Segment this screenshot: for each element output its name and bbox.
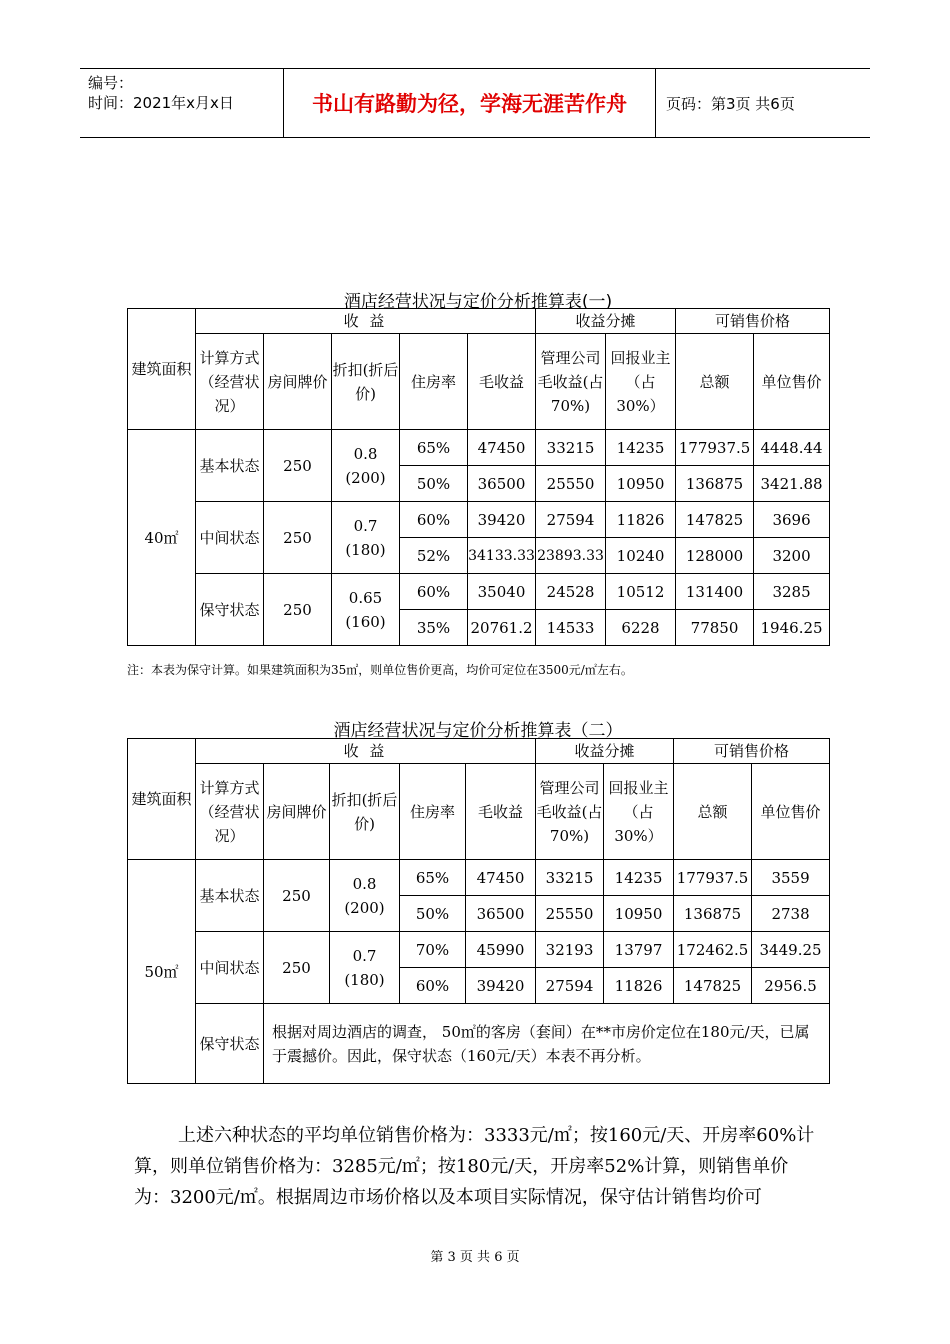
gross: 36500 (466, 896, 536, 932)
discount-rate: 0.65 (348, 588, 383, 607)
col-header-occupancy: 住房率 (400, 764, 466, 860)
total: 147825 (674, 968, 752, 1004)
owner: 11826 (604, 968, 674, 1004)
unit-price: 2738 (752, 896, 830, 932)
col-header-room-price: 房间牌价 (264, 334, 332, 430)
conservative-note: 根据对周边酒店的调查， 50㎡的客房（套间）在**市房价定位在180元/天，已属于震撼价。因此，保守状态（160元/天）本表不再分析。 (264, 1004, 830, 1084)
occupancy: 60% (400, 574, 468, 610)
gross: 20761.2 (468, 610, 536, 646)
owner: 14235 (604, 860, 674, 896)
col-header-method: 计算方式（经营状况） (196, 334, 264, 430)
total: 177937.5 (676, 430, 754, 466)
col-header-discount: 折扣(折后价) (330, 764, 400, 860)
unit-price: 1946.25 (754, 610, 830, 646)
occupancy: 50% (400, 466, 468, 502)
total: 131400 (676, 574, 754, 610)
col-header-discount: 折扣(折后价) (332, 334, 400, 430)
gross: 35040 (468, 574, 536, 610)
mgmt: 33215 (536, 860, 604, 896)
discount-price: (200) (344, 898, 385, 917)
col-header-unit: 单位售价 (754, 334, 830, 430)
owner: 11826 (606, 502, 676, 538)
area-value: 50㎡ (128, 860, 196, 1084)
total: 136875 (676, 466, 754, 502)
table2 (127, 738, 830, 1084)
owner: 13797 (604, 932, 674, 968)
mgmt: 14533 (536, 610, 606, 646)
discount-rate: 0.7 (353, 516, 378, 535)
unit-price: 3421.88 (754, 466, 830, 502)
col-header-area: 建筑面积 (128, 739, 196, 860)
occupancy: 35% (400, 610, 468, 646)
group-header-price: 可销售价格 (674, 739, 830, 764)
group-header-income: 收 益 (196, 739, 536, 764)
serial-label: 编号： (88, 74, 134, 92)
col-header-mgmt: 管理公司毛收益(占70%) (536, 764, 604, 860)
col-header-mgmt: 管理公司毛收益(占70%) (536, 334, 606, 430)
discount-cell (330, 932, 400, 1004)
group-header-allocation: 收益分摊 (536, 309, 676, 334)
col-header-method: 计算方式（经营状况） (196, 764, 264, 860)
total: 177937.5 (674, 860, 752, 896)
occupancy: 50% (400, 896, 466, 932)
discount-rate: 0.8 (352, 874, 377, 893)
area-value: 40㎡ (128, 430, 196, 646)
mgmt: 25550 (536, 896, 604, 932)
discount-price: (200) (345, 468, 386, 487)
header-motto: 书山有路勤为径，学海无涯苦作舟 (283, 69, 656, 137)
gross: 36500 (468, 466, 536, 502)
state-label: 基本状态 (196, 860, 264, 932)
gross: 39420 (466, 968, 536, 1004)
unit-price: 2956.5 (752, 968, 830, 1004)
room-price: 250 (264, 430, 332, 502)
total: 128000 (676, 538, 754, 574)
owner: 10240 (606, 538, 676, 574)
table2-title: 酒店经营状况与定价分析推算表（二） (333, 721, 623, 741)
discount-rate: 0.7 (352, 946, 377, 965)
occupancy: 70% (400, 932, 466, 968)
discount-rate: 0.8 (353, 444, 378, 463)
occupancy: 60% (400, 502, 468, 538)
table1-title: 酒店经营状况与定价分析推算表(一) (343, 292, 613, 312)
mgmt: 33215 (536, 430, 606, 466)
owner: 6228 (606, 610, 676, 646)
unit-price: 3449.25 (752, 932, 830, 968)
owner: 14235 (606, 430, 676, 466)
occupancy: 52% (400, 538, 468, 574)
discount-cell (332, 502, 400, 574)
gross: 47450 (468, 430, 536, 466)
time-label: 时间：2021年x月x日 (88, 94, 234, 112)
col-header-gross: 毛收益 (468, 334, 536, 430)
discount-cell (332, 430, 400, 502)
total: 136875 (674, 896, 752, 932)
owner: 10512 (606, 574, 676, 610)
total: 77850 (676, 610, 754, 646)
table1-note: 注：本表为保守计算。如果建筑面积为35㎡，则单位售价更高，均价可定位在3500元/㎡左右。 (127, 663, 633, 677)
state-label: 中间状态 (196, 502, 264, 574)
discount-price: (180) (344, 970, 385, 989)
unit-price: 4448.44 (754, 430, 830, 466)
mgmt: 27594 (536, 968, 604, 1004)
state-label: 中间状态 (196, 932, 264, 1004)
col-header-gross: 毛收益 (466, 764, 536, 860)
state-label: 保守状态 (196, 574, 264, 646)
mgmt: 25550 (536, 466, 606, 502)
occupancy: 60% (400, 968, 466, 1004)
total: 147825 (676, 502, 754, 538)
col-header-room-price: 房间牌价 (264, 764, 330, 860)
discount-price: (180) (345, 540, 386, 559)
group-header-price: 可销售价格 (676, 309, 830, 334)
col-header-total: 总额 (676, 334, 754, 430)
room-price: 250 (264, 502, 332, 574)
state-label: 保守状态 (196, 1004, 264, 1084)
unit-price: 3200 (754, 538, 830, 574)
owner: 10950 (604, 896, 674, 932)
owner: 10950 (606, 466, 676, 502)
unit-price: 3285 (754, 574, 830, 610)
col-header-area: 建筑面积 (128, 309, 196, 430)
state-label: 基本状态 (196, 430, 264, 502)
occupancy: 65% (400, 860, 466, 896)
room-price: 250 (264, 574, 332, 646)
occupancy: 65% (400, 430, 468, 466)
discount-price: (160) (345, 612, 386, 631)
total: 172462.5 (674, 932, 752, 968)
mgmt: 32193 (536, 932, 604, 968)
mgmt: 23893.33 (536, 538, 606, 574)
mgmt: 27594 (536, 502, 606, 538)
unit-price: 3696 (754, 502, 830, 538)
col-header-total: 总额 (674, 764, 752, 860)
discount-cell (332, 574, 400, 646)
gross: 34133.33 (468, 538, 536, 574)
page-footer: 第 3 页 共 6 页 (430, 1250, 520, 1265)
col-header-occupancy: 住房率 (400, 334, 468, 430)
room-price: 250 (264, 932, 330, 1004)
gross: 45990 (466, 932, 536, 968)
group-header-income: 收 益 (196, 309, 536, 334)
col-header-owner: 回报业主（占30%） (606, 334, 676, 430)
mgmt: 24528 (536, 574, 606, 610)
summary-paragraph: 上述六种状态的平均单位销售价格为：3333元/㎡；按160元/天、开房率60%计算，则单位销售价格为：3285元/㎡；按180元/天，开房率52%计算，则销售单价为：3200元/㎡。根据周边市场价格以及本项目实际情况，保守估计销售均价可 (134, 1125, 815, 1208)
col-header-unit: 单位售价 (752, 764, 830, 860)
page-header (80, 68, 870, 138)
gross: 39420 (468, 502, 536, 538)
table1 (127, 308, 830, 646)
col-header-owner: 回报业主（占30%） (604, 764, 674, 860)
discount-cell (330, 860, 400, 932)
gross: 47450 (466, 860, 536, 896)
group-header-allocation: 收益分摊 (536, 739, 674, 764)
unit-price: 3559 (752, 860, 830, 896)
header-meta (80, 69, 283, 137)
header-page-number: 页码：第3页 共6页 (666, 94, 795, 113)
room-price: 250 (264, 860, 330, 932)
